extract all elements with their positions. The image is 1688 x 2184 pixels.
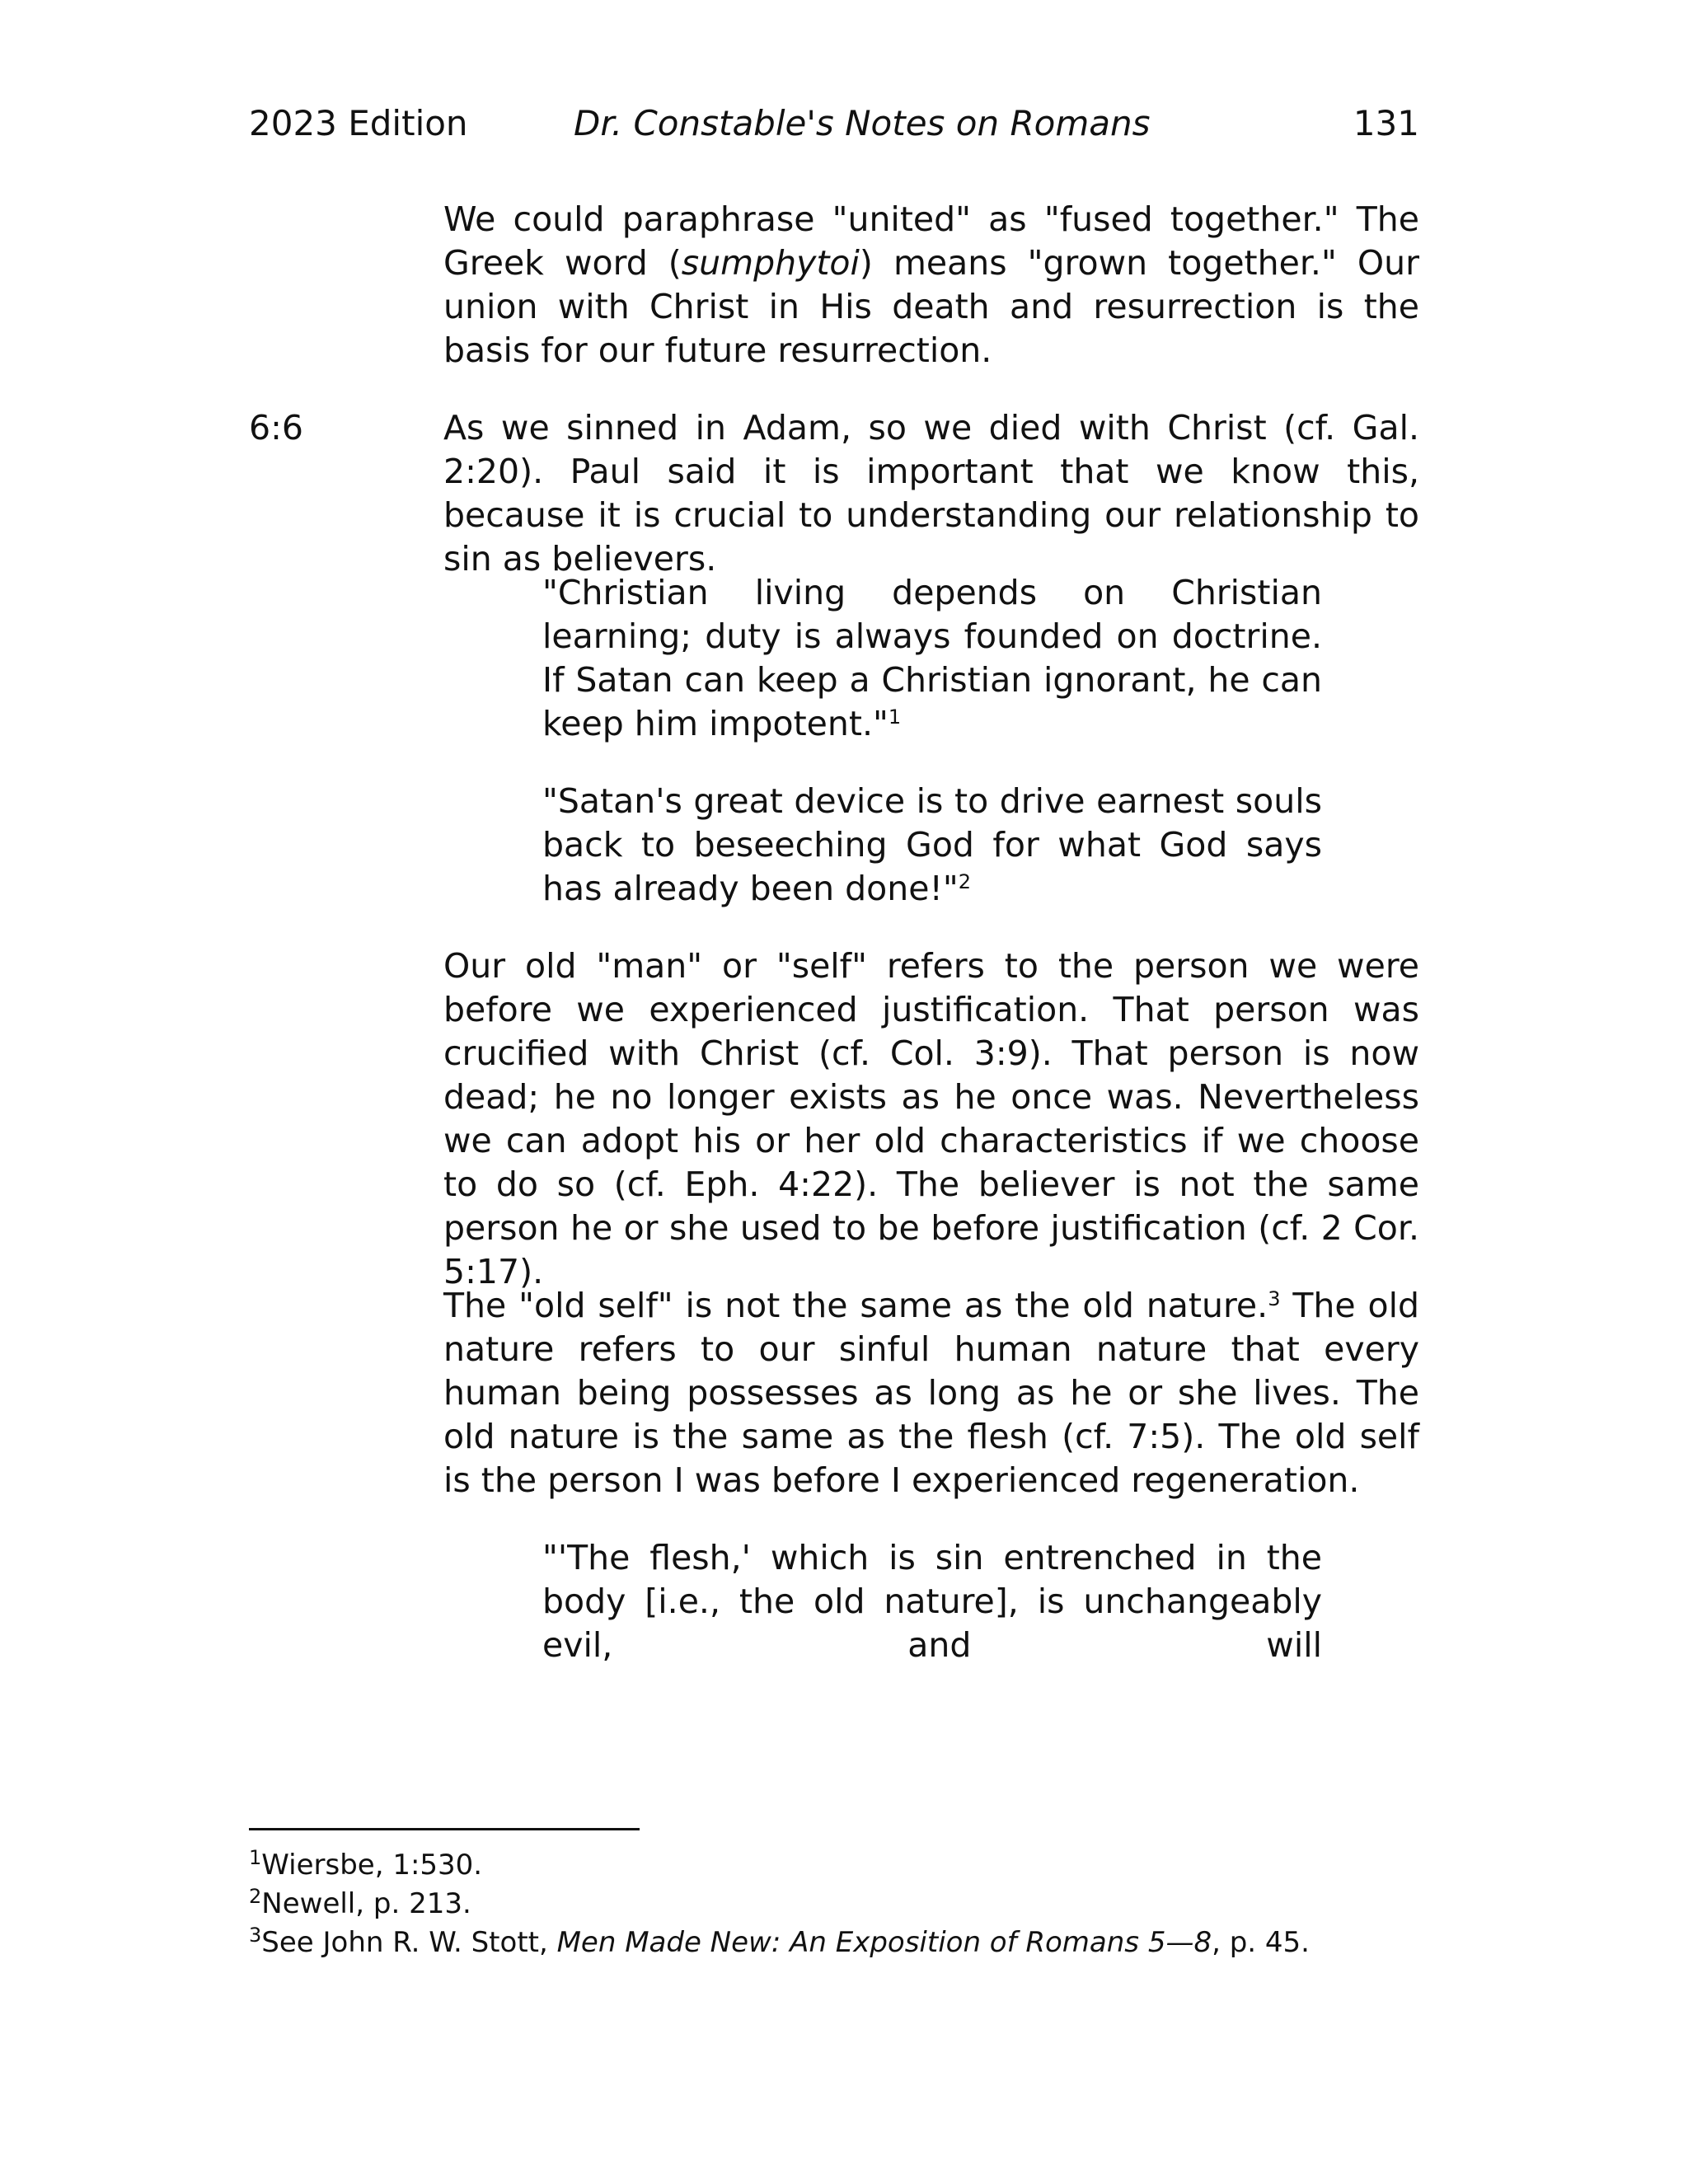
block-quote-wiersbe: [542, 571, 1322, 746]
footnote-marker[interactable]: 3: [1268, 1287, 1281, 1310]
paragraph-text: ) means "grown together." Our union with Christ in His death and resurrection is the basis for our future resurrection.: [443, 243, 1419, 370]
running-header: [249, 97, 1419, 150]
footnote-marker[interactable]: 1: [888, 705, 902, 729]
footnote-2: [249, 1885, 1419, 1924]
paragraph-united: [443, 198, 1419, 373]
quote-text: "Christian living depends on Christian learning; duty is always founded on doctrine. If Satan can keep a Christian ignorant, he can keep him impotent.": [542, 573, 1322, 743]
footnote-divider: [249, 1828, 640, 1830]
paragraph-text: The old nature refers to our sinful human nature that every human being possesses as long as he or she lives. The old nature is the same as the flesh (cf. 7:5). The old self is the person I was before I experienced regeneration.: [443, 1286, 1419, 1500]
verse-reference: 6:6: [249, 408, 303, 448]
footnote-number: 3: [249, 1924, 262, 1947]
footnote-3: [249, 1924, 1419, 1962]
footnote-book-title: Men Made New: An Exposition of Romans 5—8: [556, 1926, 1212, 1959]
footnote-number: 1: [249, 1846, 262, 1869]
greek-term: sumphytoi: [681, 243, 860, 283]
footnote-text: Wiersbe, 1:530.: [261, 1849, 483, 1882]
paragraph-old-self: [443, 1284, 1419, 1502]
edition-label: 2023 Edition: [249, 103, 468, 143]
footnote-text: See John R. W. Stott,: [261, 1926, 557, 1959]
page-number: 131: [1353, 103, 1419, 143]
paragraph-verse-6-6: As we sinned in Adam, so we died with Christ (cf. Gal. 2:20). Paul said it is important that we know this, because it is crucial to understanding our relationship to sin as believers.: [443, 408, 1419, 579]
paragraph-text: The "old self" is not the same as the old nature.: [443, 1286, 1268, 1325]
paragraph-text: We could paraphrase "united" as "fused together." The Greek word (: [443, 199, 1419, 283]
book-title: Dr. Constable's Notes on Romans: [574, 103, 1151, 143]
paragraph-old-man: Our old "man" or "self" refers to the person we were before we experienced justification. That person was crucified with Christ (cf. Col. 3:9). That person is now dead; he no longer exists as he once was. Nevertheless we can adopt his or her old characteristics if we choose to do so (cf. Eph. 4:22). The believer is not the same person he or she used to be before justification (cf. 2 Cor. 5:17).: [443, 946, 1419, 1291]
footnote-marker[interactable]: 2: [958, 870, 972, 893]
footnote-1: [249, 1846, 1419, 1885]
footnote-number: 2: [249, 1885, 262, 1908]
footnote-text: Newell, p. 213.: [261, 1887, 471, 1920]
footnote-text: , p. 45.: [1212, 1926, 1310, 1959]
footnotes: [249, 1846, 1419, 1962]
quote-text: "Satan's great device is to drive earnest souls back to beseeching God for what God says has already been done!": [542, 781, 1322, 908]
block-quote-flesh: "'The flesh,' which is sin entrenched in the body [i.e., the old nature], is unchangeably evil, and will: [542, 1538, 1322, 1665]
block-quote-newell: [542, 780, 1322, 911]
